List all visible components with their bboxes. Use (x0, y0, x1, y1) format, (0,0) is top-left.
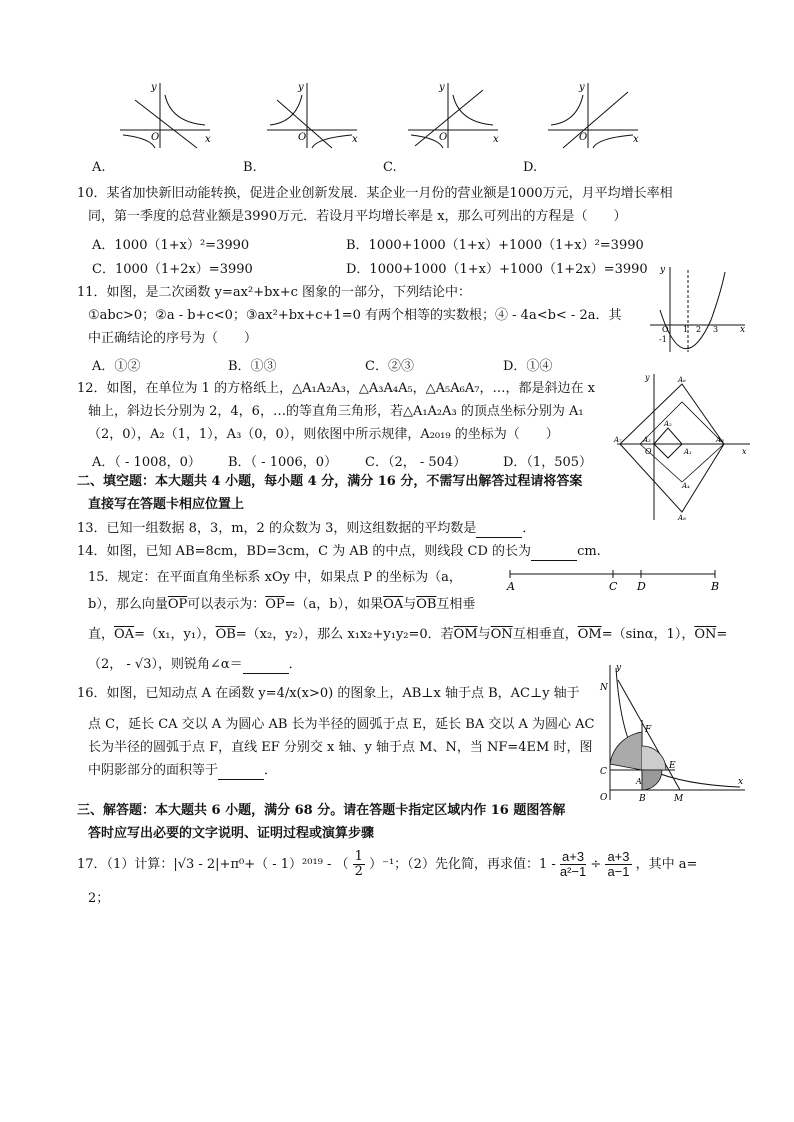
q16-fig-label: E (669, 761, 676, 771)
q16-line-4: 中阴影部分的面积等于 ． (88, 763, 278, 778)
q11-stem-1: 11．如图，是二次函数 y=ax²+bx+c 图象的一部分，下列结论中： (77, 285, 472, 300)
q9-label-d: D. (523, 160, 538, 175)
q15-point-label: C (609, 580, 618, 593)
q16-line-3: 长为半径的圆弧于点 F，直线 EF 分别交 x 轴、y 轴于点 M、N，当 NF=4EM 时，图 (88, 740, 593, 755)
q15-point-label: A (507, 580, 515, 593)
answer-blank[interactable] (218, 766, 264, 780)
q16-fig-label: y (616, 663, 622, 673)
q12-fig-label: A₈ (678, 514, 686, 522)
q11-fig-label: 3 (713, 325, 719, 334)
q16-figure (590, 660, 750, 805)
q12-fig-label: A₁ (684, 448, 692, 456)
q9-graph-c (403, 80, 503, 150)
svg-text:x: x (205, 134, 211, 145)
svg-text:O: O (579, 132, 588, 143)
q10-option-b: B．1000+1000（1+x）+1000（1+x）²=3990 (346, 238, 644, 253)
q16-line-1: 16．如图，已知动点 A 在函数 y=4/x(x>0) 的图象上，AB⊥x 轴于点 B，AC⊥y 轴于 (77, 686, 580, 701)
q12-option-c: C．（2， - 504） (365, 455, 467, 470)
q12-fig-label: A₅ (716, 436, 724, 444)
q12-fig-label: A₂ (664, 420, 672, 428)
q16-fig-label: M (674, 794, 684, 804)
q12-fig-label: y (645, 373, 650, 382)
q11-fig-label: y (660, 265, 666, 275)
q17-line-1: 17．（1）计算：|√3 - 2|+π⁰+（ - 1）²⁰¹⁹ - （ $\frac{1}{2}$ ）⁻¹；（2）先化简，再求值：1 - $\frac{a+3}{\text{a²−1}}$ ÷ $\frac{a+3}{a-1}$ ，其中 a= (77, 849, 698, 879)
q15-line-1: 15．规定：在平面直角坐标系 xOy 中，如果点 P 的坐标为（a， (88, 570, 462, 585)
q13-text: 13．已知一组数据 8，3，m，2 的众数为 3，则这组数据的平均数是 ． (77, 521, 536, 536)
q12-stem-2: 轴上，斜边长分别为 2，4，6，…的等直角三角形，若△A₁A₂A₃ 的顶点坐标分别为 A₁ (88, 404, 584, 419)
q16-function: y=4/x(x>0) (258, 686, 334, 701)
section3-heading-2: 答时应写出必要的文字说明、证明过程或演算步骤 (88, 826, 375, 841)
q15-segment-figure (505, 566, 720, 594)
svg-text:y: y (579, 82, 585, 93)
section3-heading-1: 三、解答题：本大题共 6 小题，满分 68 分。请在答题卡指定区域内作 16 题图答解 (77, 803, 566, 818)
q12-fig-label: O (645, 447, 652, 456)
q10-stem-1: 10．某省加快新旧动能转换，促进企业创新发展．某企业一月份的营业额是1000万元，月平均增长率相 (77, 186, 673, 201)
q12-fig-label: x (742, 447, 747, 456)
q15-point-label: D (637, 580, 646, 593)
q9-graph-d (543, 80, 643, 150)
q16-fig-label: C (600, 767, 607, 777)
q16-fig-label: A (636, 777, 642, 786)
svg-text:y: y (439, 82, 445, 93)
q11-fig-label: O (662, 325, 669, 334)
q12-option-b: B．（ - 1006，0） (228, 455, 338, 470)
q16-line-2: 点 C，延长 CA 交以 A 为圆心 AB 长为半径的圆弧于点 E，延长 BA 交以 A 为圆心 AC (88, 717, 595, 732)
q9-graph-b (262, 80, 362, 150)
svg-text:x: x (493, 134, 499, 145)
q14-text: 14．如图，已知 AB=8cm，BD=3cm，C 为 AB 的中点，则线段 CD 的长为 cm. (77, 544, 601, 559)
q12-stem-1: 12．如图，在单位为 1 的方格纸上，△A₁A₂A₃，△A₃A₄A₅，△A₅A₆A₇，…，都是斜边在 x (77, 381, 595, 396)
q10-option-c: C．1000（1+2x）=3990 (92, 262, 253, 277)
q11-option-c: C．②③ (365, 359, 414, 374)
q9-label-c: C. (383, 160, 397, 175)
q11-stem-3: 中正确结论的序号为（ ） (88, 331, 258, 346)
q9-label-b: B. (243, 160, 257, 175)
q11-option-d: D．①④ (503, 359, 553, 374)
q15-line-4: （2， - √3），则锐角∠α＝ ． (88, 657, 302, 672)
svg-text:O: O (439, 132, 448, 143)
q16-fig-label: O (600, 793, 608, 803)
q16-fig-label: F (645, 725, 652, 735)
section2-heading-1: 二、填空题：本大题共 4 小题，每小题 4 分，满分 16 分，不需写出解答过程请将答案 (77, 474, 583, 489)
svg-text:y: y (151, 82, 157, 93)
q10-option-a: A．1000（1+x）²=3990 (92, 238, 250, 253)
answer-blank[interactable] (243, 660, 289, 674)
q10-stem-2: 同，第一季度的总营业额是3990万元．若设月平均增长率是 x，那么可列出的方程是（ ） (88, 209, 627, 224)
svg-text:y: y (298, 82, 304, 93)
q11-option-b: B．①③ (228, 359, 277, 374)
section2-heading-2: 直接写在答题卡相应位置上 (88, 497, 245, 512)
q12-fig-label: A₄ (682, 482, 690, 490)
q15-point-label: B (711, 580, 720, 593)
q9-label-a: A. (92, 160, 106, 175)
q12-stem-3: （2，0），A₂（1，1），A₃（0，0），则依图中所示规律，A₂₀₁₉ 的坐标为（ ） (88, 427, 559, 442)
q15-line-3: 直，$\overline{OA}=(x_1$，y₁），$\overline{OB}=(x_2$，y₂），那么 x₁x₂+y₁y₂=0．若$\overline{OM}$与$\overline{ON}$互相垂直，$\overline{OM}=(\sin\alpha$，1），$\overline{ON}=$ (88, 627, 728, 642)
answer-blank[interactable] (531, 547, 577, 561)
q11-fig-label: 2 (696, 325, 702, 334)
q11-fig-label: -1 (659, 335, 667, 344)
svg-text:O: O (298, 132, 307, 143)
q12-fig-label: A₆ (678, 376, 686, 384)
q11-fig-label: 1 (683, 325, 689, 334)
q11-option-a: A．①② (92, 359, 141, 374)
q16-fig-label: B (639, 794, 646, 804)
q12-option-d: D．（1，505） (503, 455, 593, 470)
q16-fig-label: x (738, 777, 744, 787)
q12-fig-label: A₇ (614, 436, 622, 444)
answer-blank[interactable] (476, 524, 522, 538)
q12-fig-label: A₃ (643, 436, 651, 444)
q15-line-2: b），那么向量$\overline{OP}$可以表示为：$\overline{OP}=(a$，b），如果$\overline{OA}$与$\overline{OB}$互相垂 (88, 597, 476, 612)
svg-text:x: x (633, 134, 639, 145)
svg-text:x: x (352, 134, 358, 145)
q16-fig-label: N (600, 683, 608, 693)
q12-option-a: A．（ - 1008，0） (92, 455, 201, 470)
svg-text:O: O (151, 132, 160, 143)
q11-parabola-figure (645, 262, 750, 357)
q11-fig-label: x (740, 325, 746, 335)
q10-option-d: D．1000+1000（1+x）+1000（1+2x）=3990 (346, 262, 648, 277)
q12-triangles-figure (612, 372, 752, 522)
q17-line-2: 2； (88, 891, 110, 906)
q9-graph-a (115, 80, 215, 150)
q11-stem-2: ①abc>0；②a - b+c<0；③ax²+bx+c+1=0 有两个相等的实数根；④ - 4a<b< - 2a．其 (88, 308, 622, 323)
